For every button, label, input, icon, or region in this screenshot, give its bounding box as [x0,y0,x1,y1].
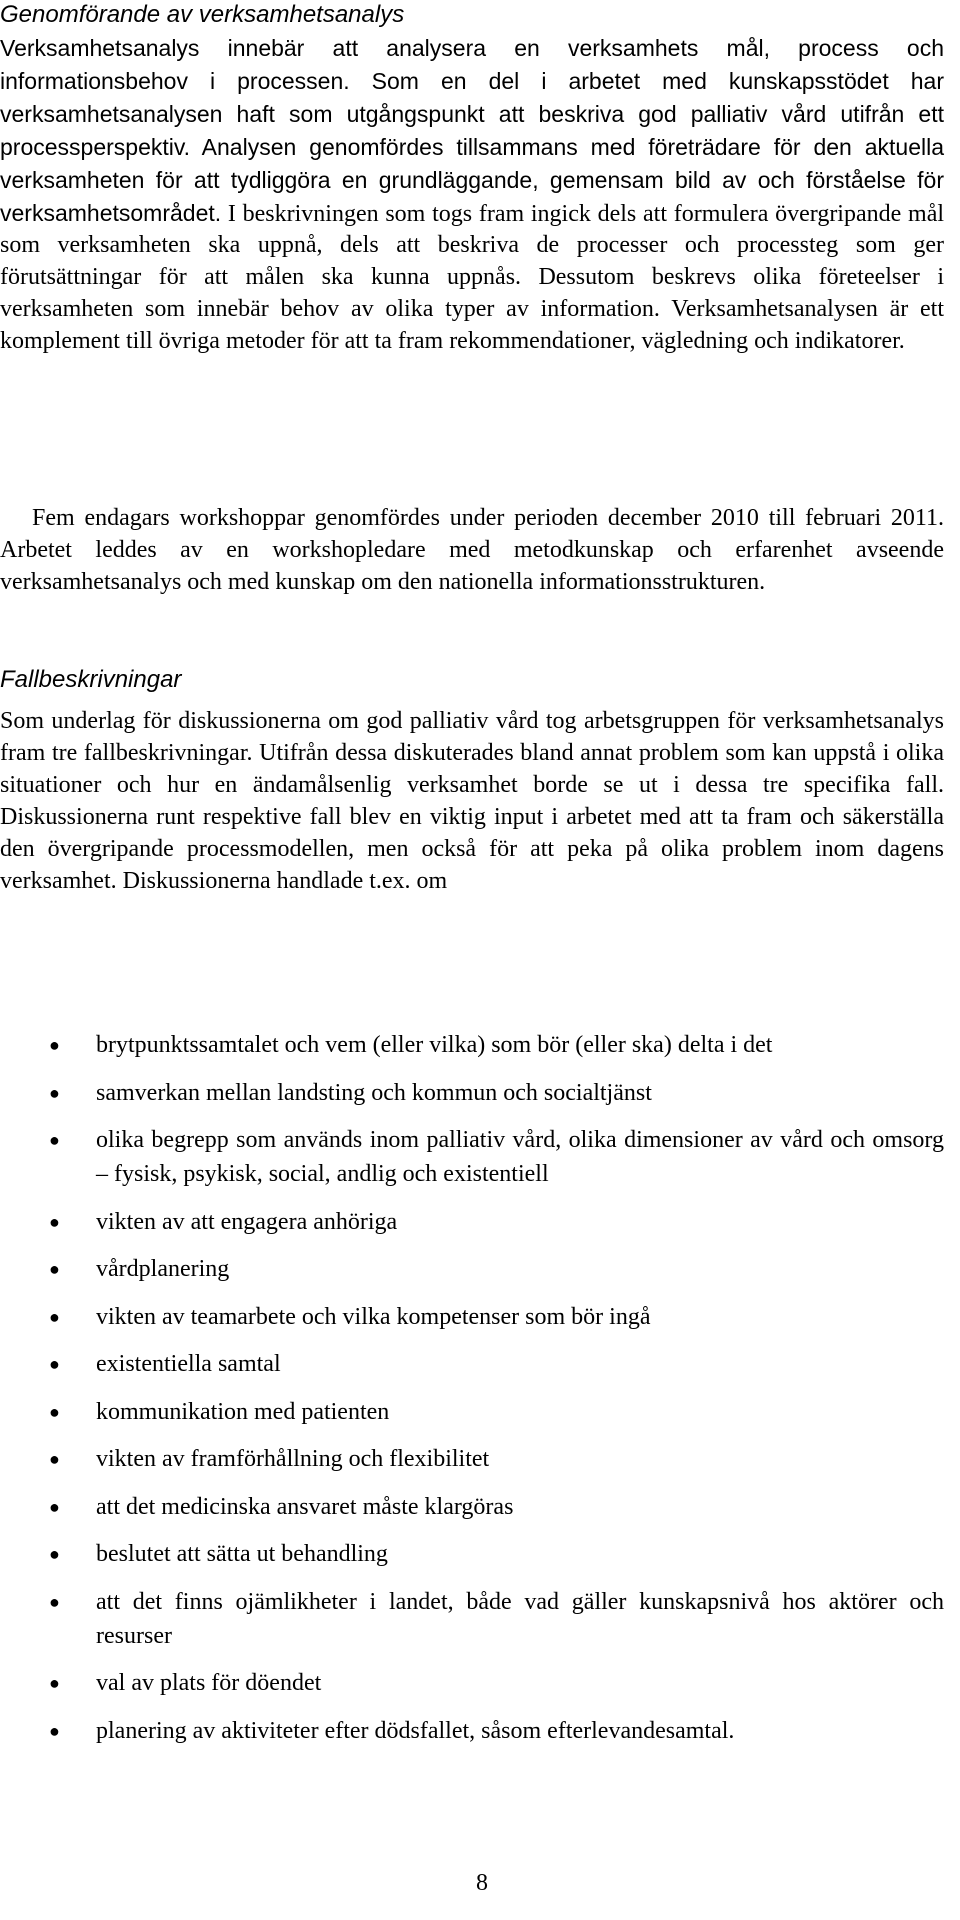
list-item [0,1442,944,1476]
list-item-text: brytpunktssamtalet och vem (eller vilka) som bör (eller ska) delta i det [96,1032,773,1058]
list-item [0,1300,944,1334]
list-item [0,1076,944,1110]
list-item [0,1395,944,1429]
list-item [0,1666,944,1700]
list-item [0,1714,944,1748]
list-item [0,1585,944,1653]
paragraph-serif-part: I beskrivningen som togs fram ingick dels att formulera övergripande mål som verksamheten ska uppnå, dels att beskriva de processer och processteg som ger förutsättningar för att målen ska kunna uppnås. Dessutom beskrevs olika företeelser i verksamheten som innebär behov av olika typer av information. Verksamhetsanalysen är ett komplement till övriga metoder för att ta fram rekommendationer, vägledning och indikatorer. [0,200,945,355]
bullet-dot-icon: ● [49,1354,60,1374]
discussion-topics-list [0,1028,944,1761]
bullet-dot-icon: ● [49,1306,60,1327]
bullet-dot-icon: ● [49,1211,60,1232]
bullet-dot-icon: ● [49,1544,60,1564]
bullet-dot-icon: ● [49,1130,60,1150]
paragraph-workshoppar: Fem endagars workshoppar genomfördes under perioden december 2010 till februari 2011. Arbetet leddes av en workshopledare med metodkunskap och erfarenhet avseende verksamhetsanalys och med kunskap om den nationella informationsstrukturen. [0,505,944,595]
list-item-text: existentiella samtal [96,1351,281,1377]
list-item-text: vårdplanering [96,1256,230,1282]
list-item [0,1028,944,1062]
list-item-text: vikten av att engagera anhöriga [96,1208,398,1235]
section-heading-fallbeskrivningar: Fallbeskrivningar [0,666,182,693]
list-item-text: beslutet att sätta ut behandling [96,1541,388,1567]
list-item-text: val av plats för döendet [96,1670,322,1696]
list-item [0,1205,944,1239]
paragraph-sans-part: Verksamhetsanalys innebär att analysera en verksamhets mål, process och informationsbehov i processen. Som en del i arbetet med kunskapsstödet har verksamhetsanalysen haft som utgångspunkt att beskriva god palliativ vård utifrån ett processperspektiv. Analysen genomfördes tillsammans med företrädare för den aktuella verksamheten för att tydliggöra en grundläggande, gemensam bild av och förståelse för verksamhetsområdet. [0,35,944,226]
list-item-text: samverkan mellan landsting och kommun och socialtjänst [96,1079,652,1106]
bullet-dot-icon: ● [49,1591,60,1612]
list-item-text: vikten av teamarbete och vilka kompetenser som bör ingå [96,1303,651,1330]
bullet-dot-icon: ● [49,1035,60,1055]
list-item [0,1252,944,1286]
section-heading-verksamhetsanalys: Genomförande av verksamhetsanalys [0,1,405,28]
list-item-text: kommunikation med patienten [96,1398,390,1425]
bullet-dot-icon: ● [49,1082,60,1103]
list-item [0,1347,944,1381]
list-item-text: att det medicinska ansvaret måste klargöras [96,1493,514,1520]
bullet-dot-icon: ● [49,1259,60,1279]
bullet-dot-icon: ● [49,1496,60,1517]
bullet-dot-icon: ● [49,1720,60,1741]
bullet-dot-icon: ● [49,1401,60,1422]
bullet-dot-icon: ● [49,1673,60,1693]
list-item [0,1537,944,1571]
paragraph-verksamhetsanalys-intro [0,33,944,358]
page-number: 8 [476,1870,488,1896]
list-item-text: att det finns ojämlikheter i landet, både vad gäller kunskapsnivå hos aktörer och resurser [96,1588,944,1649]
paragraph-fallbeskrivningar: Som underlag för diskussionerna om god palliativ vård tog arbetsgruppen för verksamhetsanalys fram tre fallbeskrivningar. Utifrån dessa diskuterades bland annat problem som kan uppstå i olika situationer och hur en ändamålsenlig verksamhet borde se ut i dessa tre specifika fall. Diskussionerna runt respektive fall blev en viktig input i arbetet med att ta fram och säkerställa den övergripande processmodellen, men också för att peka på olika problem inom dagens verksamhet. Diskussionerna handlade t.ex. om [0,708,944,894]
list-item [0,1123,944,1191]
bullet-dot-icon: ● [49,1449,60,1469]
list-item-text: vikten av framförhållning och flexibilitet [96,1446,490,1472]
list-item-text: planering av aktiviteter efter dödsfallet, såsom efterlevandesamtal. [96,1717,735,1744]
list-item-text: olika begrepp som används inom palliativ vård, olika dimensioner av vård och omsorg – fysisk, psykisk, social, andlig och existentiell [96,1127,944,1187]
list-item [0,1490,944,1524]
